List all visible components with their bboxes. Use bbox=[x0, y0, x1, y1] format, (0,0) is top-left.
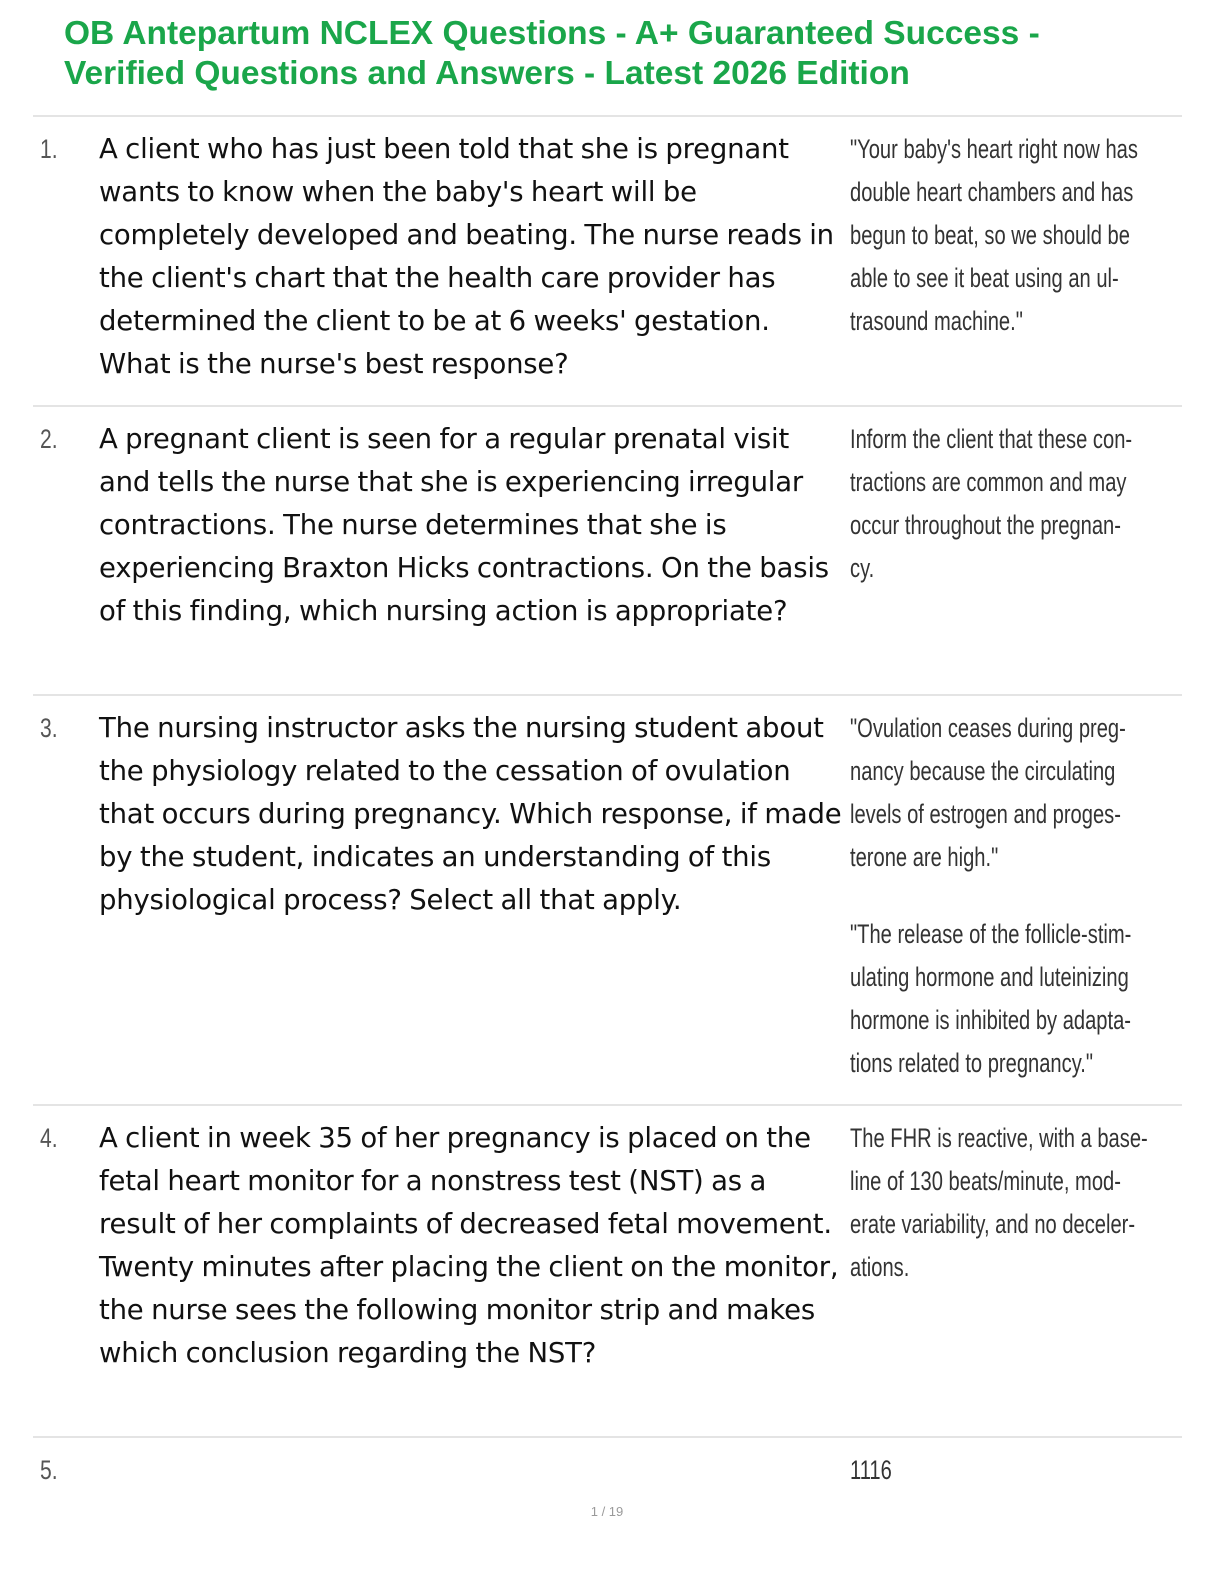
question-number: 2. bbox=[40, 424, 58, 454]
page-number: 1 / 19 bbox=[590, 1504, 624, 1519]
question-text: A pregnant client is seen for a regular prenatal visit and tells the nurse that she is experiencing irregular contractions. The nurse determines that she is experiencing Braxton Hicks contractions. On the basis of this finding, which nursing action is appropriate? bbox=[99, 423, 829, 627]
title-line-1: OB Antepartum NCLEX Questions - A+ Guaranteed Success - bbox=[64, 15, 1040, 52]
answer-text: "Your baby's heart right now has double heart chambers and has begun to beat, so we should be able to see it beat using an ul- trasound machine." bbox=[850, 134, 1138, 336]
divider bbox=[33, 115, 1182, 117]
answer-text: "Ovulation ceases during preg- nancy because the circulating levels of estrogen and proges- terone are high." bbox=[850, 713, 1126, 872]
question-number: 3. bbox=[40, 713, 58, 743]
question-number: 1. bbox=[40, 134, 58, 164]
title-line-2: Verified Questions and Answers - Latest 2026 Edition bbox=[64, 55, 910, 92]
question-text: A client who has just been told that she is pregnant wants to know when the baby's heart will be completely developed and beating. The nurse reads in the client's chart that the health care provider has determined the client to be at 6 weeks' gestation. What is the nurse's best response? bbox=[99, 133, 834, 380]
answer-text: "The release of the follicle-stim- ulating hormone and luteinizing hormone is inhibited by adapta- tions related to pregnancy." bbox=[850, 919, 1132, 1078]
answer-text: The FHR is reactive, with a base- line of 130 beats/minute, mod- erate variability, and no deceler- ations. bbox=[850, 1123, 1148, 1282]
document-title bbox=[64, 14, 1174, 94]
question-text: The nursing instructor asks the nursing student about the physiology related to the cessation of ovulation that occurs during pregnancy. Which response, if made by the student, indicates an understanding of this physiological process? Select all that apply. bbox=[99, 712, 842, 916]
divider bbox=[33, 1436, 1182, 1438]
question-number: 4. bbox=[40, 1123, 58, 1153]
answer-column bbox=[850, 418, 1172, 590]
question-text: A client in week 35 of her pregnancy is placed on the fetal heart monitor for a nonstress test (NST) as a result of her complaints of decreased fetal movement. Twenty minutes after placing the client on the monitor, the nurse sees the following monitor strip and makes which conclusion regarding the NST? bbox=[99, 1122, 839, 1369]
answer-column bbox=[850, 1117, 1172, 1289]
question-number: 5. bbox=[40, 1455, 58, 1485]
answer-column bbox=[850, 707, 1172, 1085]
divider bbox=[33, 405, 1182, 407]
divider bbox=[33, 694, 1182, 696]
answer-text: 1116 bbox=[850, 1455, 892, 1485]
answer-column bbox=[850, 128, 1172, 343]
answer-text: Inform the client that these con- tractions are common and may occur throughout the pregnan- cy. bbox=[850, 424, 1133, 583]
divider bbox=[33, 1104, 1182, 1106]
answer-column bbox=[850, 1449, 1172, 1492]
